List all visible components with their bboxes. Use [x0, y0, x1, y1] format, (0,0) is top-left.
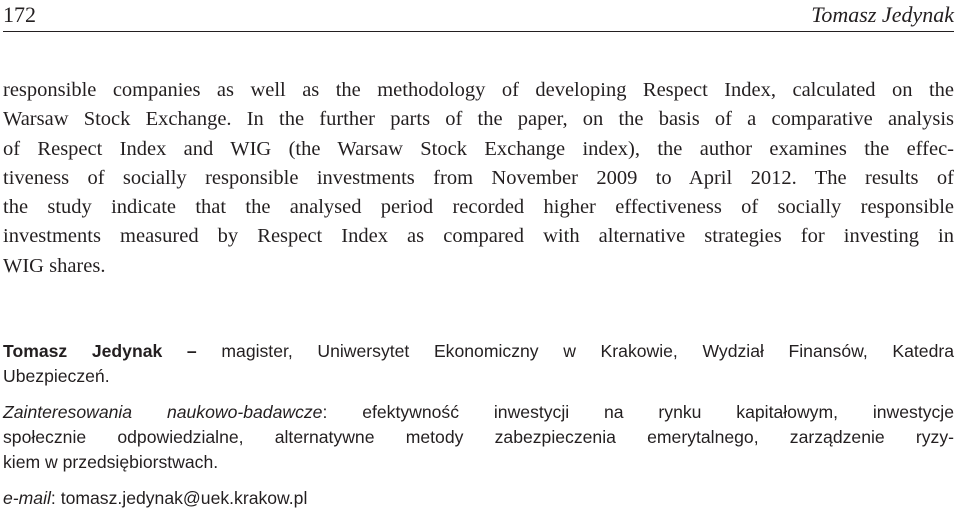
author-affiliation: magister, Uniwersytet Ekonomiczny w Krakowie, Wydział Finansów, Katedra	[221, 341, 955, 361]
abstract-line: tiveness of socially responsible investments from November 2009 to April 2012. The results of	[3, 166, 954, 189]
contact-email-line	[3, 486, 954, 511]
author-dash: –	[186, 341, 197, 361]
author-note-line	[3, 339, 954, 364]
email-address[interactable]: tomasz.jedynak@uek.krakow.pl	[60, 488, 308, 508]
abstract-line: responsible companies as well as the methodology of developing Respect Index, calculated on the	[3, 79, 954, 101]
research-interests-text: efektywność inwestycji na rynku kapitałowym, inwestycje	[362, 402, 955, 422]
research-interests	[3, 400, 954, 475]
author-name: Tomasz Jedynak	[3, 341, 163, 361]
header-rule	[3, 31, 954, 32]
abstract-paragraph	[3, 76, 954, 281]
abstract-line: the study indicate that the analysed period recorded higher effectiveness of socially responsible	[3, 196, 954, 219]
abstract-line: investments measured by Respect Index as compared with alternative strategies for investing in	[3, 225, 954, 248]
research-interests-line: kiem w przedsiębiorstwach.	[3, 452, 219, 472]
abstract-line: Warsaw Stock Exchange. In the further parts of the paper, on the basis of a comparative analysis	[3, 108, 954, 131]
research-interests-label: Zainteresowania naukowo-badawcze	[3, 402, 323, 422]
page-number: 172	[3, 2, 36, 27]
author-note-line: Ubezpieczeń.	[3, 366, 110, 386]
abstract-line: of Respect Index and WIG (the Warsaw Stock Exchange index), the author examines the effec-	[3, 137, 954, 160]
running-head	[3, 0, 954, 31]
email-label: e-mail	[3, 488, 51, 508]
research-interests-colon: :	[322, 402, 328, 422]
research-interests-line: społecznie odpowiedzialne, alternatywne metody zabezpieczenia emerytalnego, zarządzenie ryzy-	[3, 427, 954, 447]
contact-email	[3, 486, 954, 511]
email-colon: :	[50, 488, 56, 508]
author-note	[3, 339, 954, 389]
research-interests-line	[3, 400, 954, 425]
running-head-author: Tomasz Jedynak	[811, 2, 954, 27]
abstract-line: WIG shares.	[3, 254, 106, 277]
